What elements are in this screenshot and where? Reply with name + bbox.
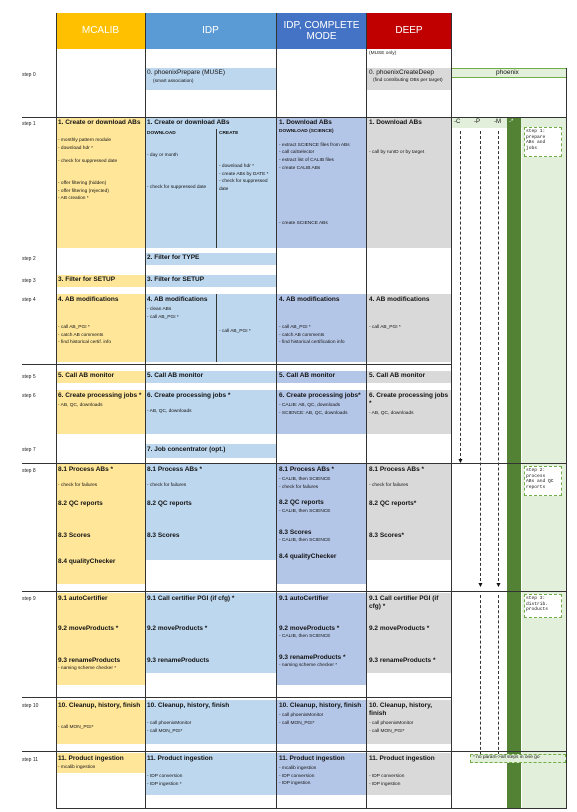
deep-step9: [367, 593, 451, 673]
grid-line: [145, 13, 146, 808]
cell-detail: - check for suppressed date: [58, 159, 118, 165]
arrow-icon: ▼: [477, 582, 484, 589]
idpc-step8: [277, 464, 366, 584]
note-no-param: * no param->all steps in one go: [470, 754, 566, 763]
opt-p-line2: [480, 595, 481, 755]
cell-title: 10. Cleanup, history, finish: [58, 702, 141, 709]
row-line: [22, 591, 567, 592]
cell-detail: - CALIB, then SCIENCE - check for failures: [279, 477, 331, 490]
mcalib-step5: 5. Call AB monitor: [56, 371, 145, 383]
cell-title: 11. Product ingestion: [369, 755, 435, 762]
cell-title: 8.2 QC reports: [147, 499, 192, 507]
mcalib-step9: [56, 593, 145, 685]
step-label: step 4: [22, 297, 36, 303]
cell-detail: - check for failures: [147, 483, 187, 489]
cell-title: 6. Create processing jobs *: [369, 392, 449, 408]
mcalib-step10: [56, 700, 145, 744]
cell-detail: - clean ABs - call AB_PGI *: [147, 307, 179, 320]
cell-title: 10. Cleanup, history, finish: [279, 702, 362, 709]
step-label: step 8: [22, 468, 36, 474]
idpc-step4: [277, 294, 366, 362]
cell-title: 9.2 moveProducts *: [279, 625, 340, 633]
mcalib-step4: [56, 294, 145, 362]
cell-detail: - CALIB, then SCIENCE: [279, 508, 331, 514]
note-step1: step 1: prepare ABs and jobs: [524, 127, 562, 157]
cell-detail: - check for failures: [369, 483, 409, 489]
cell-title: 9.3 renameProducts *: [369, 657, 436, 665]
idp-step3: 3. Filter for SETUP: [145, 275, 276, 287]
cell-title: 1. Download ABs: [369, 119, 422, 126]
idp-step5: 5. Call AB monitor: [145, 371, 276, 383]
deep-step8: [367, 464, 451, 560]
deep-step10: [367, 700, 451, 744]
mcalib-step1: [56, 118, 145, 248]
idpc-step10: [277, 700, 366, 744]
cell-title: 6. Create processing jobs *: [147, 392, 231, 399]
grid-line: [366, 13, 367, 808]
cell-detail: - extract SCIENCE files from ABs - call calSelector - extract list of CALIB files - create CALIB ABs: [279, 142, 350, 171]
cell-title: 6. Create processing jobs *: [58, 392, 142, 399]
deep-step4: [367, 294, 451, 362]
idp-step11: [145, 753, 276, 795]
mcalib-step8: [56, 464, 145, 584]
row-line: [56, 808, 567, 809]
header-mcalib: MCALIB: [56, 13, 145, 49]
cell-detail: - call AB_PGI * - catch AB comments - find historical certif. info: [58, 325, 112, 346]
deep-step11: [367, 753, 451, 795]
opt-m-line2: [498, 595, 499, 755]
cell-title: 10. Cleanup, history, finish: [147, 702, 230, 709]
cell-detail: - CALIB: AB, QC, downloads - SCIENCE: AB, QC, downloads: [279, 403, 348, 416]
muse-only-note: (MUSE only): [369, 51, 397, 56]
step-label: step 3: [22, 278, 36, 284]
step-label: step 5: [22, 374, 36, 380]
step-label: step 10: [22, 703, 39, 709]
idp-divider: [216, 129, 217, 248]
cell-detail: - naming scheme checker *: [279, 663, 338, 669]
opt-m[interactable]: -M: [494, 119, 501, 125]
cell-detail: - check for suppressed date: [147, 185, 207, 190]
cell-detail: (find contributing OBs per target): [373, 78, 443, 84]
row-line: [22, 117, 567, 118]
cell-title: 11. Product ingestion: [147, 755, 213, 762]
cell-title: 4. AB modifications: [147, 296, 208, 303]
cell-title: 1. Download ABs: [279, 119, 332, 126]
idp-step7: 7. Job concentrator (opt.): [145, 444, 276, 458]
deep-step0-cell: [367, 68, 451, 90]
idp-download-label: DOWNLOAD: [147, 131, 176, 136]
mcalib-step6: [56, 390, 145, 434]
note-step3: step 3: distrib. products: [524, 594, 562, 618]
cell-title: 9.3 renameProducts: [147, 657, 210, 665]
opt-m-line: [498, 131, 499, 586]
deep-step5: 5. Call AB monitor: [367, 371, 451, 383]
cell-title: 8.1 Process ABs *: [369, 466, 425, 473]
mcalib-step11: [56, 753, 145, 773]
cell-title: 9.1 autoCertifier: [58, 595, 108, 602]
cell-title: 9.2 moveProducts *: [58, 625, 119, 633]
cell-title: 4. AB modifications: [58, 296, 119, 303]
grid-line: [56, 13, 57, 808]
cell-detail: - mcalib ingestion - IDP conversion - IDP ingestion: [279, 766, 317, 787]
idpc-step5: 5. Call AB monitor: [277, 371, 366, 383]
step-label: step 1: [22, 121, 36, 127]
cell-title: 8.3 Scores: [58, 531, 91, 539]
note-step2: step 2: process ABs and QC reports: [524, 466, 562, 496]
step-label: step 9: [22, 596, 36, 602]
cell-title: 8.4 qualityChecker: [279, 553, 337, 561]
cell-detail: - day or month: [147, 153, 178, 158]
cell-detail: (smart association): [153, 79, 194, 85]
cell-detail: - CALIB, then SCIENCE: [279, 634, 331, 640]
cell-title: 9.1 Call certifier PGI (if cfg) *: [147, 595, 235, 602]
cell-detail: - call AB_PGI *: [369, 325, 401, 331]
phoenix-label: phoenix: [496, 69, 519, 76]
cell-detail: - offer filtering (hidden) - offer filtering (rejected) - AB creation *: [58, 181, 109, 202]
step-label: step 7: [22, 447, 36, 453]
cell-detail: - IDP conversion - IDP ingestion *: [147, 774, 183, 787]
opt-all[interactable]: -*: [509, 119, 514, 125]
cell-detail: - AB, QC, downloads: [147, 409, 192, 415]
cell-title: 8.3 Scores*: [369, 531, 405, 539]
header-deep: DEEP: [367, 13, 451, 49]
header-idp-complete: IDP, COMPLETE MODE: [277, 13, 366, 49]
idp-step6: [145, 390, 276, 434]
opt-c-line: [460, 131, 461, 461]
cell-detail: - create SCIENCE ABs: [279, 221, 328, 227]
cell-title: 11. Product ingestion: [58, 755, 124, 762]
cell-title: 9.2 moveProducts *: [369, 625, 430, 633]
grid-line: [566, 68, 567, 808]
step-label: step 2: [22, 256, 36, 262]
grid-line: [451, 13, 452, 808]
row-line: [22, 364, 451, 365]
cell-detail: - call phoenixMonitor - call MON_PGI*: [147, 721, 192, 734]
cell-title: 8.2 QC reports*: [369, 499, 417, 507]
cell-detail: - naming scheme checker *: [58, 666, 117, 672]
cell-detail: - check for failures: [58, 483, 98, 489]
header-idp: IDP: [145, 13, 276, 49]
cell-title: 8.3 Scores: [147, 531, 180, 539]
row-line: [22, 463, 567, 464]
idpc-step1: [277, 118, 366, 248]
idp-divider: [216, 294, 217, 362]
idpc-step6: [277, 390, 366, 434]
row-line: [22, 751, 567, 752]
cell-detail: - download hdr * - create ABs by DATE * - check for suppressed date: [219, 164, 269, 193]
cell-detail: - monthly pattern module - download hdr *: [58, 138, 112, 151]
cell-title: 8.1 Process ABs *: [58, 466, 114, 473]
cell-detail: - AB, QC, downloads: [58, 403, 103, 409]
cell-title: 10. Cleanup, history, finish: [369, 702, 433, 718]
cell-detail: - mcalib ingestion: [58, 765, 96, 771]
idp-step8: [145, 464, 276, 560]
opt-p[interactable]: -P: [474, 119, 480, 125]
arrow-icon: ▼: [495, 582, 502, 589]
cell-title: 8.1 Process ABs *: [147, 466, 203, 473]
cell-subhead: DOWNLOAD (SCIENCE): [279, 129, 334, 135]
cell-title: 9.2 moveProducts *: [147, 625, 208, 633]
cell-title: 9.3 renameProducts *: [279, 653, 346, 661]
cell-title: 9.1 Call certifier PGI (if cfg) *: [369, 595, 439, 611]
idp-create-label: CREATE: [219, 131, 239, 136]
grid-line: [276, 13, 277, 808]
idp-step0-cell: [145, 68, 276, 90]
cell-title: 9.1 autoCertifier: [279, 595, 329, 602]
idp-step4: [145, 294, 276, 362]
cell-title: 9.3 renameProducts: [58, 657, 121, 665]
step-label: step 0: [22, 72, 36, 78]
cell-title: 6. Create processing jobs*: [279, 392, 361, 399]
mcalib-step3: 3. Filter for SETUP: [56, 275, 145, 287]
deep-step6: [367, 390, 451, 434]
idp-step2: 2. Filter for TYPE: [145, 253, 276, 265]
cell-detail: - IDP conversion - IDP ingestion: [369, 774, 405, 787]
opt-p-line: [480, 131, 481, 586]
cell-title: 11. Product ingestion: [279, 755, 345, 762]
cell-detail: - CALIB, then SCIENCE: [279, 538, 331, 544]
idpc-step11: [277, 753, 366, 795]
cell-title: 0. phoenixPrepare (MUSE): [147, 69, 226, 76]
cell-title: 8.1 Process ABs *: [279, 466, 335, 473]
cell-detail: - AB, QC, downloads: [369, 411, 414, 417]
opt-c[interactable]: -C: [454, 119, 461, 125]
cell-title: 8.2 QC reports: [279, 499, 324, 507]
cell-detail: - call by runID or by target: [369, 150, 425, 156]
step-label: step 11: [22, 757, 39, 763]
cell-title: 4. AB modifications: [369, 296, 430, 303]
cell-title: 1. Create or download ABs: [58, 119, 141, 126]
step-label: step 6: [22, 393, 36, 399]
cell-detail: - call phoenixMonitor - call MON_PGI*: [369, 721, 414, 734]
row-line: [22, 697, 451, 698]
cell-title: 8.2 QC reports: [58, 499, 103, 507]
idp-step10: [145, 700, 276, 744]
cell-detail: - call phoenixMonitor - call MON_PGI*: [279, 713, 324, 726]
cell-detail: - call MON_PGI*: [58, 725, 94, 731]
idpc-step9: [277, 593, 366, 685]
cell-title: 0. phoenixCreateDeep: [369, 69, 435, 76]
cell-title: 4. AB modifications: [279, 296, 340, 303]
cell-detail: - call AB_PGI * - catch AB comments - find historical certification info: [279, 325, 345, 346]
arrow-icon: ▼: [457, 458, 464, 465]
cell-title: 1. Create or download ABs: [147, 119, 230, 126]
cell-detail: - call AB_PGI *: [219, 329, 251, 334]
deep-step1: [367, 118, 451, 248]
idp-step9: [145, 593, 276, 673]
cell-title: 8.4 qualityChecker: [58, 558, 116, 566]
cell-title: 8.3 Scores: [279, 529, 312, 537]
